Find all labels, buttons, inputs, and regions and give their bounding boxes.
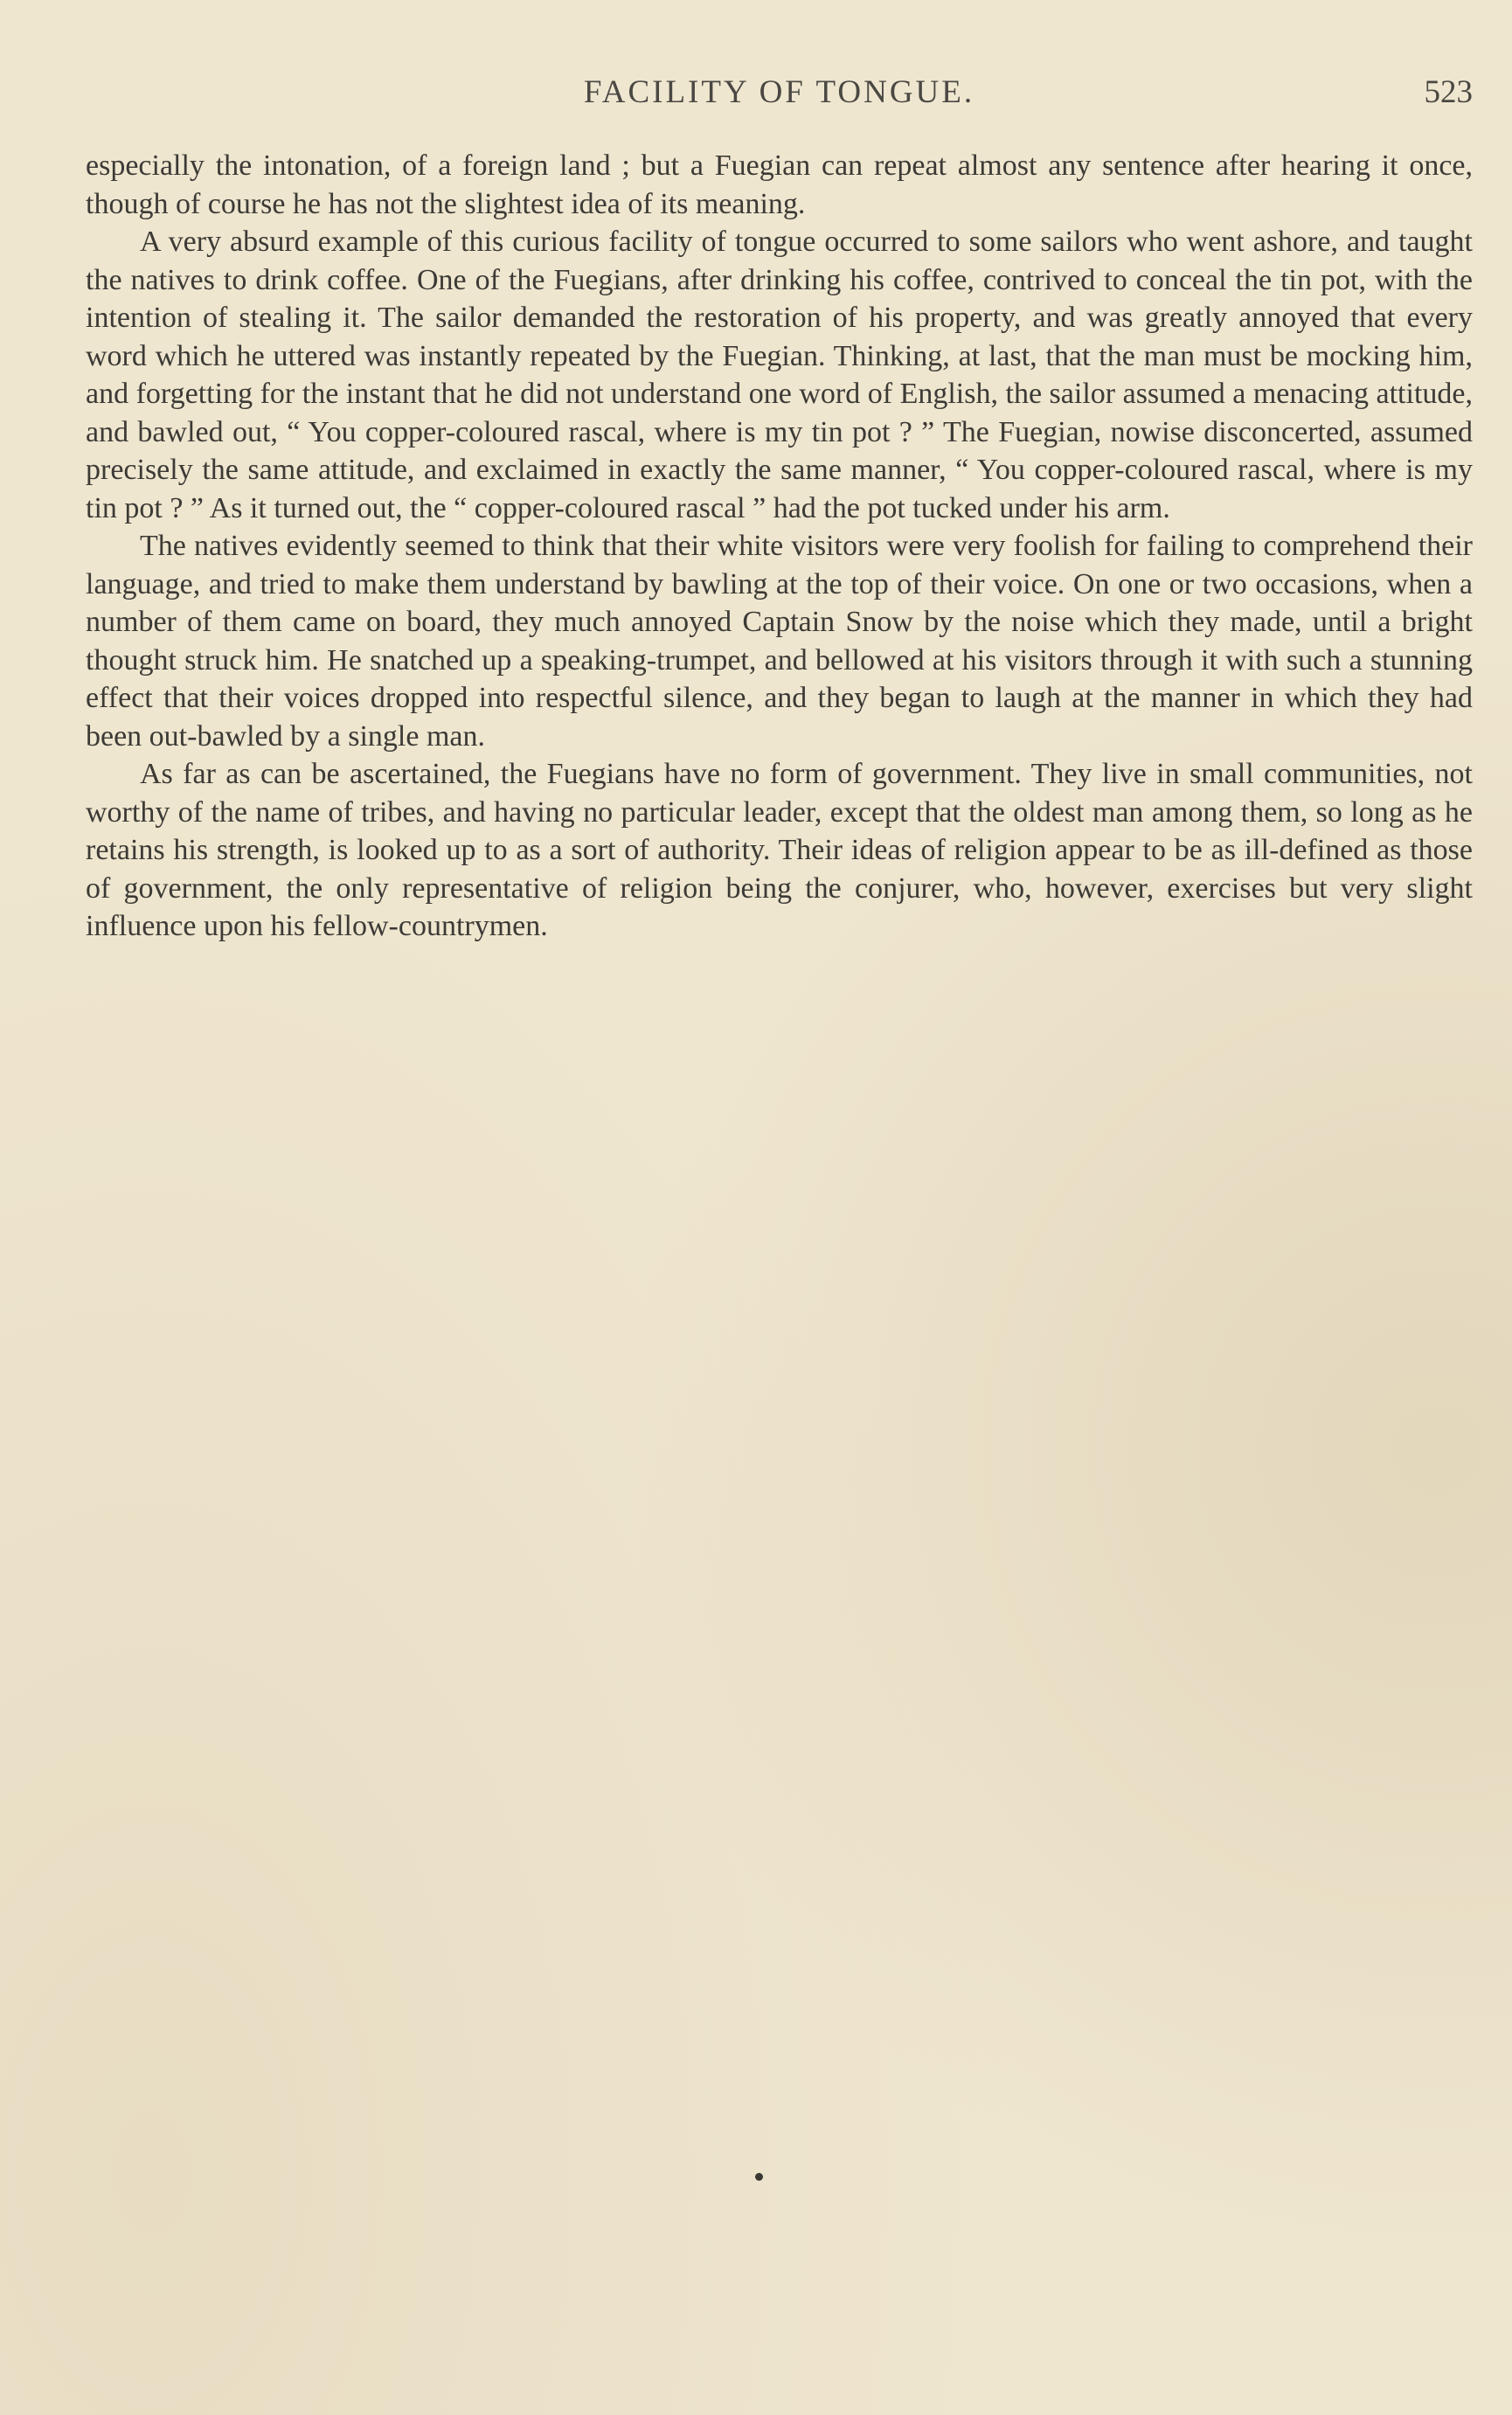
print-speck <box>755 2173 763 2181</box>
body-text <box>86 147 1473 946</box>
paragraph-continuation: especially the intonation, of a foreign land ; but a Fuegian can repeat almost any sentence after hearing it once, though of course he has not the slightest idea of its meaning. <box>86 149 1473 220</box>
paragraph-captain-snow: The natives evidently seemed to think that their white visitors were very foolish for failing to comprehend their language, and tried to make them understand by bawling at the top of their voice. On one or two occasions, when a number of them came on board, they much annoyed Captain Snow by the noise which they made, until a bright thought struck him. He snatched up a speaking-trumpet, and bellowed at his visitors through it with such a stunning effect that their voices dropped into respectful silence, and they began to laugh at the manner in which they had been out-bawled by a single man. <box>86 530 1473 753</box>
paragraph-tin-pot-anecdote: A very absurd example of this curious facility of tongue occurred to some sailors who went ashore, and taught the natives to drink coffee. One of the Fuegians, after drinking his coffee, contrived to conceal the tin pot, with the intention of stealing it. The sailor demanded the restoration of his property, and was greatly annoyed that every word which he uttered was instantly repeated by the Fuegian. Thinking, at last, that the man must be mocking him, and forgetting for the instant that he did not understand one word of English, the sailor assumed a menacing attitude, and bawled out, “ You copper-coloured rascal, where is my tin pot ? ” The Fuegian, nowise disconcerted, assumed precisely the same attitude, and exclaimed in exactly the same manner, “ You copper-coloured rascal, where is my tin pot ? ” As it turned out, the “ copper-coloured rascal ” had the pot tucked under his arm. <box>86 226 1473 524</box>
running-title: FACILITY OF TONGUE. <box>583 74 975 110</box>
paragraph-government-religion: As far as can be ascertained, the Fuegians have no form of government. They live in small communities, not worthy of the name of tribes, and having no particular leader, except that the oldest man among them, so long as he retains his strength, is looked up to as a sort of authority. Their ideas of religion appear to be as ill-defined as those of government, the only representative of religion being the conjurer, who, however, exercises but very slight influence upon his fellow-countrymen. <box>86 758 1473 942</box>
page-number: 523 <box>1424 74 1473 110</box>
running-head <box>86 73 1473 117</box>
